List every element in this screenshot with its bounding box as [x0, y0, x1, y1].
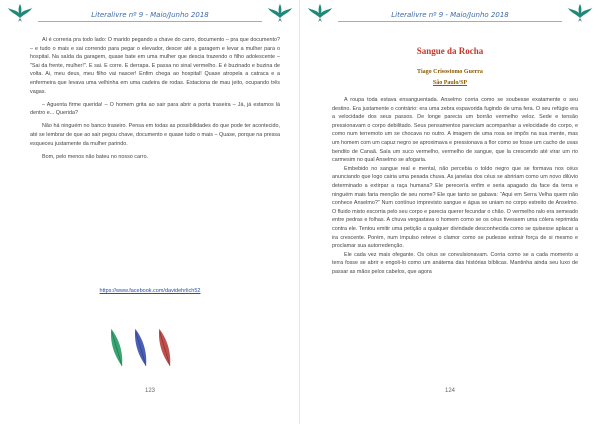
- page-header: [6, 3, 294, 27]
- paragraph: A roupa toda estava ensanguentada. Anselmo corria como se soubesse exatamente o seu destino. Era justamente o contrário: era uma zebra espavorida fugindo de uma fera. O seu refúgio era a velocidade dos seus passos. De longe parecia um borrão vermelho veloz. Sede e tensão pressionavam o corpo debilitado. Seus pensamentos pareciam acompanhar a velocidade do corpo, e como num terremoto um se chocava no outro. A imagem de uma rosa se impôs na sua mente, mas um homem com um capuz negro se aproximava e pressionava a flor como se fosse um cacho de uvas bendito de Canaã. Saía um suco vermelho, vermelho de sangue, que la crescendo até virar um rio carmesim no qual Anselmo se afogaria.: [332, 97, 578, 164]
- author-location: São Paulo/SP: [432, 80, 468, 86]
- header-divider: [38, 21, 262, 22]
- paragraph: Não há ninguém no banco traseiro. Pensa em todas as possibilidades do que pode ter acontecido, até se lembrar de que ao sair pegou chave, documento e quase tudo o mais – Quase, porque na pressa esqueceu justamente da mulher parindo.: [30, 123, 280, 147]
- facebook-link[interactable]: https://www.facebook.com/davidehrlich52: [99, 288, 201, 294]
- page-number: 124: [444, 388, 455, 394]
- story-text: [30, 36, 280, 161]
- paragraph: Ele cada vez mais ofegante. Os céus se convulsionavam. Corria como se a cada momento a terra fosse se abrir e engoli-lo como um anátema das histórias bíblicas. Mantinha ainda seu luxo de passar as mãos pelos cabelos, que agora: [332, 251, 578, 275]
- page-header: [306, 3, 594, 27]
- author-name: Tiago Crisostomo Guerra: [417, 69, 483, 75]
- paragraph: – Aguenta firme querida! – O homem grita ao sair para abrir a porta traseira – Já, já estamos lá dentro e... Querida?: [30, 101, 280, 117]
- page-number: 123: [144, 388, 155, 394]
- bird-logo-icon: [268, 4, 292, 22]
- bird-logo-icon: [308, 4, 332, 22]
- right-page: [300, 0, 600, 424]
- header-divider: [338, 21, 562, 22]
- story-title: Sangue da Rocha: [416, 46, 484, 56]
- paragraph: Bom, pelo menos não bateu no nosso carro.: [42, 153, 149, 160]
- paragraph: Aí é correria pra todo lado: O marido pegando a chave do carro, documento – pra que documento? – e tudo o mais e sai correndo para pegar o elevador, descer até a garagem e levar a mulher para o hospital. Na saída da garagem, quase bate em uma mulher que descia trazendo o filho adolescente – "Sai da frente, mulher!". E sai. E corre. E derrapa. E passa no sinal vermelho. E é buzinado e buzina de volta. Ai, meu deus, meu filho vai nascer! Enfim chega ao hospital! Quase atropela a catraca e a enfermeira que levava uma velhinha em uma cadeira de rodas. Estaciona de mau jeito, ocupando três vagas.: [30, 37, 280, 95]
- bird-logo-icon: [8, 4, 32, 22]
- story-text: [332, 96, 578, 276]
- bird-logo-icon: [568, 4, 592, 22]
- feather-quill-icon: [108, 326, 190, 372]
- header-title: Literalivre nº 9 - Maio/Junho 2018: [391, 11, 509, 19]
- paragraph: Embebido no sangue real e mental, não percebia o toldo negro que se formava nos céus anunciando que logo cairia uma pesada chuva. As janelas dos céus se abririam como um novo dilúvio determinado a extirpar a raça humana? Ele perecería enfim e seria apagado da face da terra e ninguém mais faria menção de seu nome? Ele que tanto se gabava: "Aqui em Serra Velha quem não conhece Anselmo?" Num contínuo imprevisto sangue e água se uniam no corpo estreito de Anselmo. O fluido misto escorria pelo seu corpo e parecia querer fecundar o chão. O vermelho ralo era semeado entre pedras e folhas. A chuva vergastava o homem como se os céus tivessem uma cólera reprimida contra ele. Tentou emitir uma petição a qualquer divindade desconhecida como se quisesse aplacar a ira crescente. Porém, num impulso reteve o clamor como se pudesse extrair força de si mesmo e proclamar sua autorredenção.: [332, 165, 578, 250]
- header-title: Literalivre nº 9 - Maio/Junho 2018: [91, 11, 209, 19]
